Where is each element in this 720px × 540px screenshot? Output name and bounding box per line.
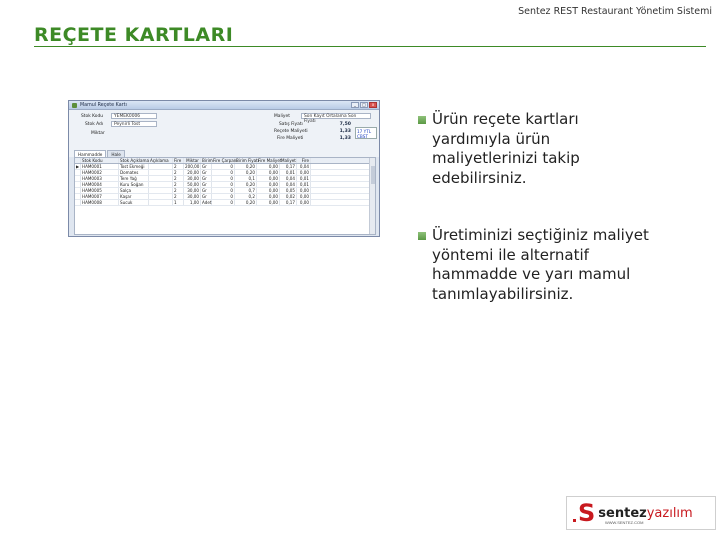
table-cell: 0,00	[297, 200, 311, 205]
table-cell: 0,17	[280, 200, 297, 205]
table-cell: 50,00	[184, 182, 201, 187]
window-tabs	[69, 150, 379, 157]
table-cell: 0	[212, 164, 235, 169]
logo-brand: sentez	[598, 505, 647, 521]
grid-scrollbar	[369, 158, 375, 234]
table-cell: Domates	[119, 170, 149, 175]
window-title: Mamul Reçete Kartı	[80, 102, 127, 108]
table-cell: 1,00	[184, 200, 201, 205]
table-cell: 0,05	[280, 188, 297, 193]
price-badge-line2: CBST	[357, 134, 368, 139]
table-cell: Gr	[201, 188, 212, 193]
recipe-card-window-screenshot	[68, 100, 380, 237]
stok-kodu-label: Stok Kodu	[81, 114, 104, 119]
table-cell: 0,00	[257, 194, 280, 199]
satis-fiyati-value: 7,50	[339, 122, 351, 127]
table-cell: 200,00	[185, 164, 200, 169]
table-cell	[149, 182, 173, 187]
table-cell: 0	[212, 188, 235, 193]
table-cell: 1	[173, 200, 184, 205]
table-cell: Gr	[201, 164, 212, 169]
table-cell: 0,17	[280, 164, 297, 169]
grid-column-header: Fire	[297, 158, 311, 163]
recete-maliyeti-value: 1,33	[339, 129, 351, 134]
window-controls	[351, 102, 379, 108]
table-cell: 0	[212, 200, 235, 205]
table-cell: HAM0001	[81, 164, 119, 169]
table-cell: 0,00	[257, 164, 280, 169]
table-cell: HAM0007	[81, 194, 119, 199]
logo-sub: yazılım	[646, 505, 693, 521]
close-icon: x	[369, 102, 377, 108]
table-cell: HAM0003	[81, 176, 119, 181]
table-cell: 2	[173, 164, 184, 169]
table-cell	[149, 170, 173, 175]
bullet-item-recipe-cost	[418, 110, 652, 188]
grid-column-header: Stok Kodu	[81, 158, 119, 163]
fire-maliyeti-value: 1,33	[339, 136, 351, 141]
stok-adi-label: Stok Adı	[85, 122, 104, 127]
table-cell	[149, 176, 173, 181]
table-cell: 0,02	[280, 194, 297, 199]
window-titlebar	[69, 101, 379, 110]
table-cell: 0,01	[297, 182, 311, 187]
table-cell: 0,04	[280, 182, 297, 187]
price-badge-line1: 17 YTL	[357, 129, 372, 134]
table-cell	[149, 164, 173, 169]
recipe-form	[69, 110, 379, 150]
header-app-name: Sentez REST Restaurant Yönetim Sistemi	[518, 6, 712, 17]
table-cell: Kaşar	[119, 194, 149, 199]
grid-column-header: Fire	[173, 158, 184, 163]
table-cell: 0,2	[235, 194, 257, 199]
table-cell: Sucuk	[119, 200, 149, 205]
table-cell: Adet	[202, 200, 212, 205]
table-cell	[149, 194, 173, 199]
table-cell: 0	[212, 176, 235, 181]
table-cell: 0	[212, 170, 235, 175]
maliyet-method-value: Son Kayıt Ortalama Son Fiyatı	[301, 113, 371, 119]
page-title: REÇETE KARTLARI	[34, 24, 234, 46]
table-cell: 0,20	[235, 200, 257, 205]
table-cell: 2	[173, 194, 184, 199]
bullet-text: Ürün reçete kartları yardımıyla ürün maliyetlerinizi takip edebilirsiniz.	[432, 110, 580, 187]
table-cell: 0,04	[297, 164, 311, 169]
stok-kodu-value: YEMEK0006	[111, 113, 157, 119]
grid-column-header: Birim Fiyatı	[236, 158, 259, 163]
grid-column-header: Maliyet	[281, 158, 296, 163]
window-app-icon	[72, 103, 77, 108]
table-cell: 0,00	[297, 194, 311, 199]
table-cell: 0	[212, 194, 235, 199]
table-cell: Salça	[119, 188, 149, 193]
table-row	[75, 200, 375, 206]
grid-column-header: Miktar	[184, 158, 201, 163]
ingredients-grid	[74, 157, 376, 235]
grid-column-header: Fire Maliyet	[258, 158, 282, 163]
table-cell: 0,20	[235, 170, 257, 175]
table-cell: HAM0002	[81, 170, 119, 175]
table-cell: ▶	[76, 164, 80, 169]
table-cell: 2	[173, 188, 184, 193]
table-cell	[149, 188, 173, 193]
table-cell: 0,00	[297, 188, 311, 193]
table-cell	[149, 200, 173, 205]
grid-body	[75, 164, 375, 206]
table-cell: Gr	[201, 170, 212, 175]
table-cell: 0	[212, 182, 235, 187]
grid-scroll-thumb	[371, 166, 375, 184]
table-cell: 0,00	[257, 176, 280, 181]
table-cell: 0,7	[235, 188, 257, 193]
bullet-square-icon	[418, 232, 426, 240]
title-divider	[34, 46, 706, 47]
stok-adi-value: Peynirli Tost	[111, 121, 157, 127]
table-cell: 0,00	[297, 170, 311, 175]
table-cell: Tost Ekmeği	[119, 164, 149, 169]
grid-column-header: Açıklama	[149, 158, 173, 163]
table-cell: 0,1	[235, 176, 257, 181]
recete-maliyeti-label: Reçete Maliyeti	[274, 129, 308, 134]
logo-url: WWW.SENTEZ.COM	[605, 520, 644, 525]
table-cell: Tere Yağ	[119, 176, 149, 181]
table-cell: 0,00	[257, 200, 280, 205]
sentez-logo	[566, 496, 716, 530]
table-cell: Gr	[201, 176, 212, 181]
table-cell: 0,04	[280, 176, 297, 181]
maliyet-label: Maliyet	[274, 114, 290, 119]
table-cell: 0,20	[235, 182, 257, 187]
table-cell: HAM0004	[81, 182, 119, 187]
miktar-label: Miktar	[91, 131, 105, 136]
price-badge	[355, 127, 377, 139]
table-cell: HAM0005	[81, 188, 119, 193]
table-cell: 0,00	[257, 170, 280, 175]
satis-fiyati-label: Satış Fiyatı	[279, 122, 303, 127]
table-cell: 20,00	[184, 170, 201, 175]
table-cell: 0,20	[235, 164, 257, 169]
table-cell: Kuru Soğan	[119, 182, 149, 187]
logo-s-mark: S	[578, 499, 596, 527]
table-cell: 0,00	[257, 182, 280, 187]
grid-column-header: Stok Açıklama	[120, 158, 150, 163]
bullet-item-alternative-material	[418, 226, 652, 304]
table-cell: 30,00	[184, 188, 201, 193]
tab-hammadde: Hammadde	[74, 150, 106, 157]
table-cell: 30,00	[184, 176, 201, 181]
table-cell: 2	[173, 176, 184, 181]
grid-column-header: Fire Çarpanı	[213, 158, 238, 163]
table-cell: Gr	[201, 194, 212, 199]
table-cell: 0,01	[280, 170, 297, 175]
minimize-icon: _	[351, 102, 359, 108]
table-cell: 2	[173, 182, 184, 187]
fire-maliyeti-label: Fire Maliyeti	[277, 136, 304, 141]
bullet-square-icon	[418, 116, 426, 124]
table-cell: 30,00	[184, 194, 201, 199]
table-cell: Gr	[201, 182, 212, 187]
bullet-text: Üretiminizi seçtiğiniz maliyet yöntemi ile alternatif hammadde ve yarı mamul tanımlayabilirsiniz.	[432, 226, 649, 303]
table-cell: 0,00	[257, 188, 280, 193]
table-cell: 0,01	[297, 176, 311, 181]
grid-column-header: Birim	[202, 158, 213, 163]
maximize-icon: □	[360, 102, 368, 108]
table-cell: 2	[173, 170, 184, 175]
tab-hale: Hale	[107, 150, 124, 157]
logo-dot	[573, 519, 576, 522]
table-cell: HAM0008	[81, 200, 119, 205]
